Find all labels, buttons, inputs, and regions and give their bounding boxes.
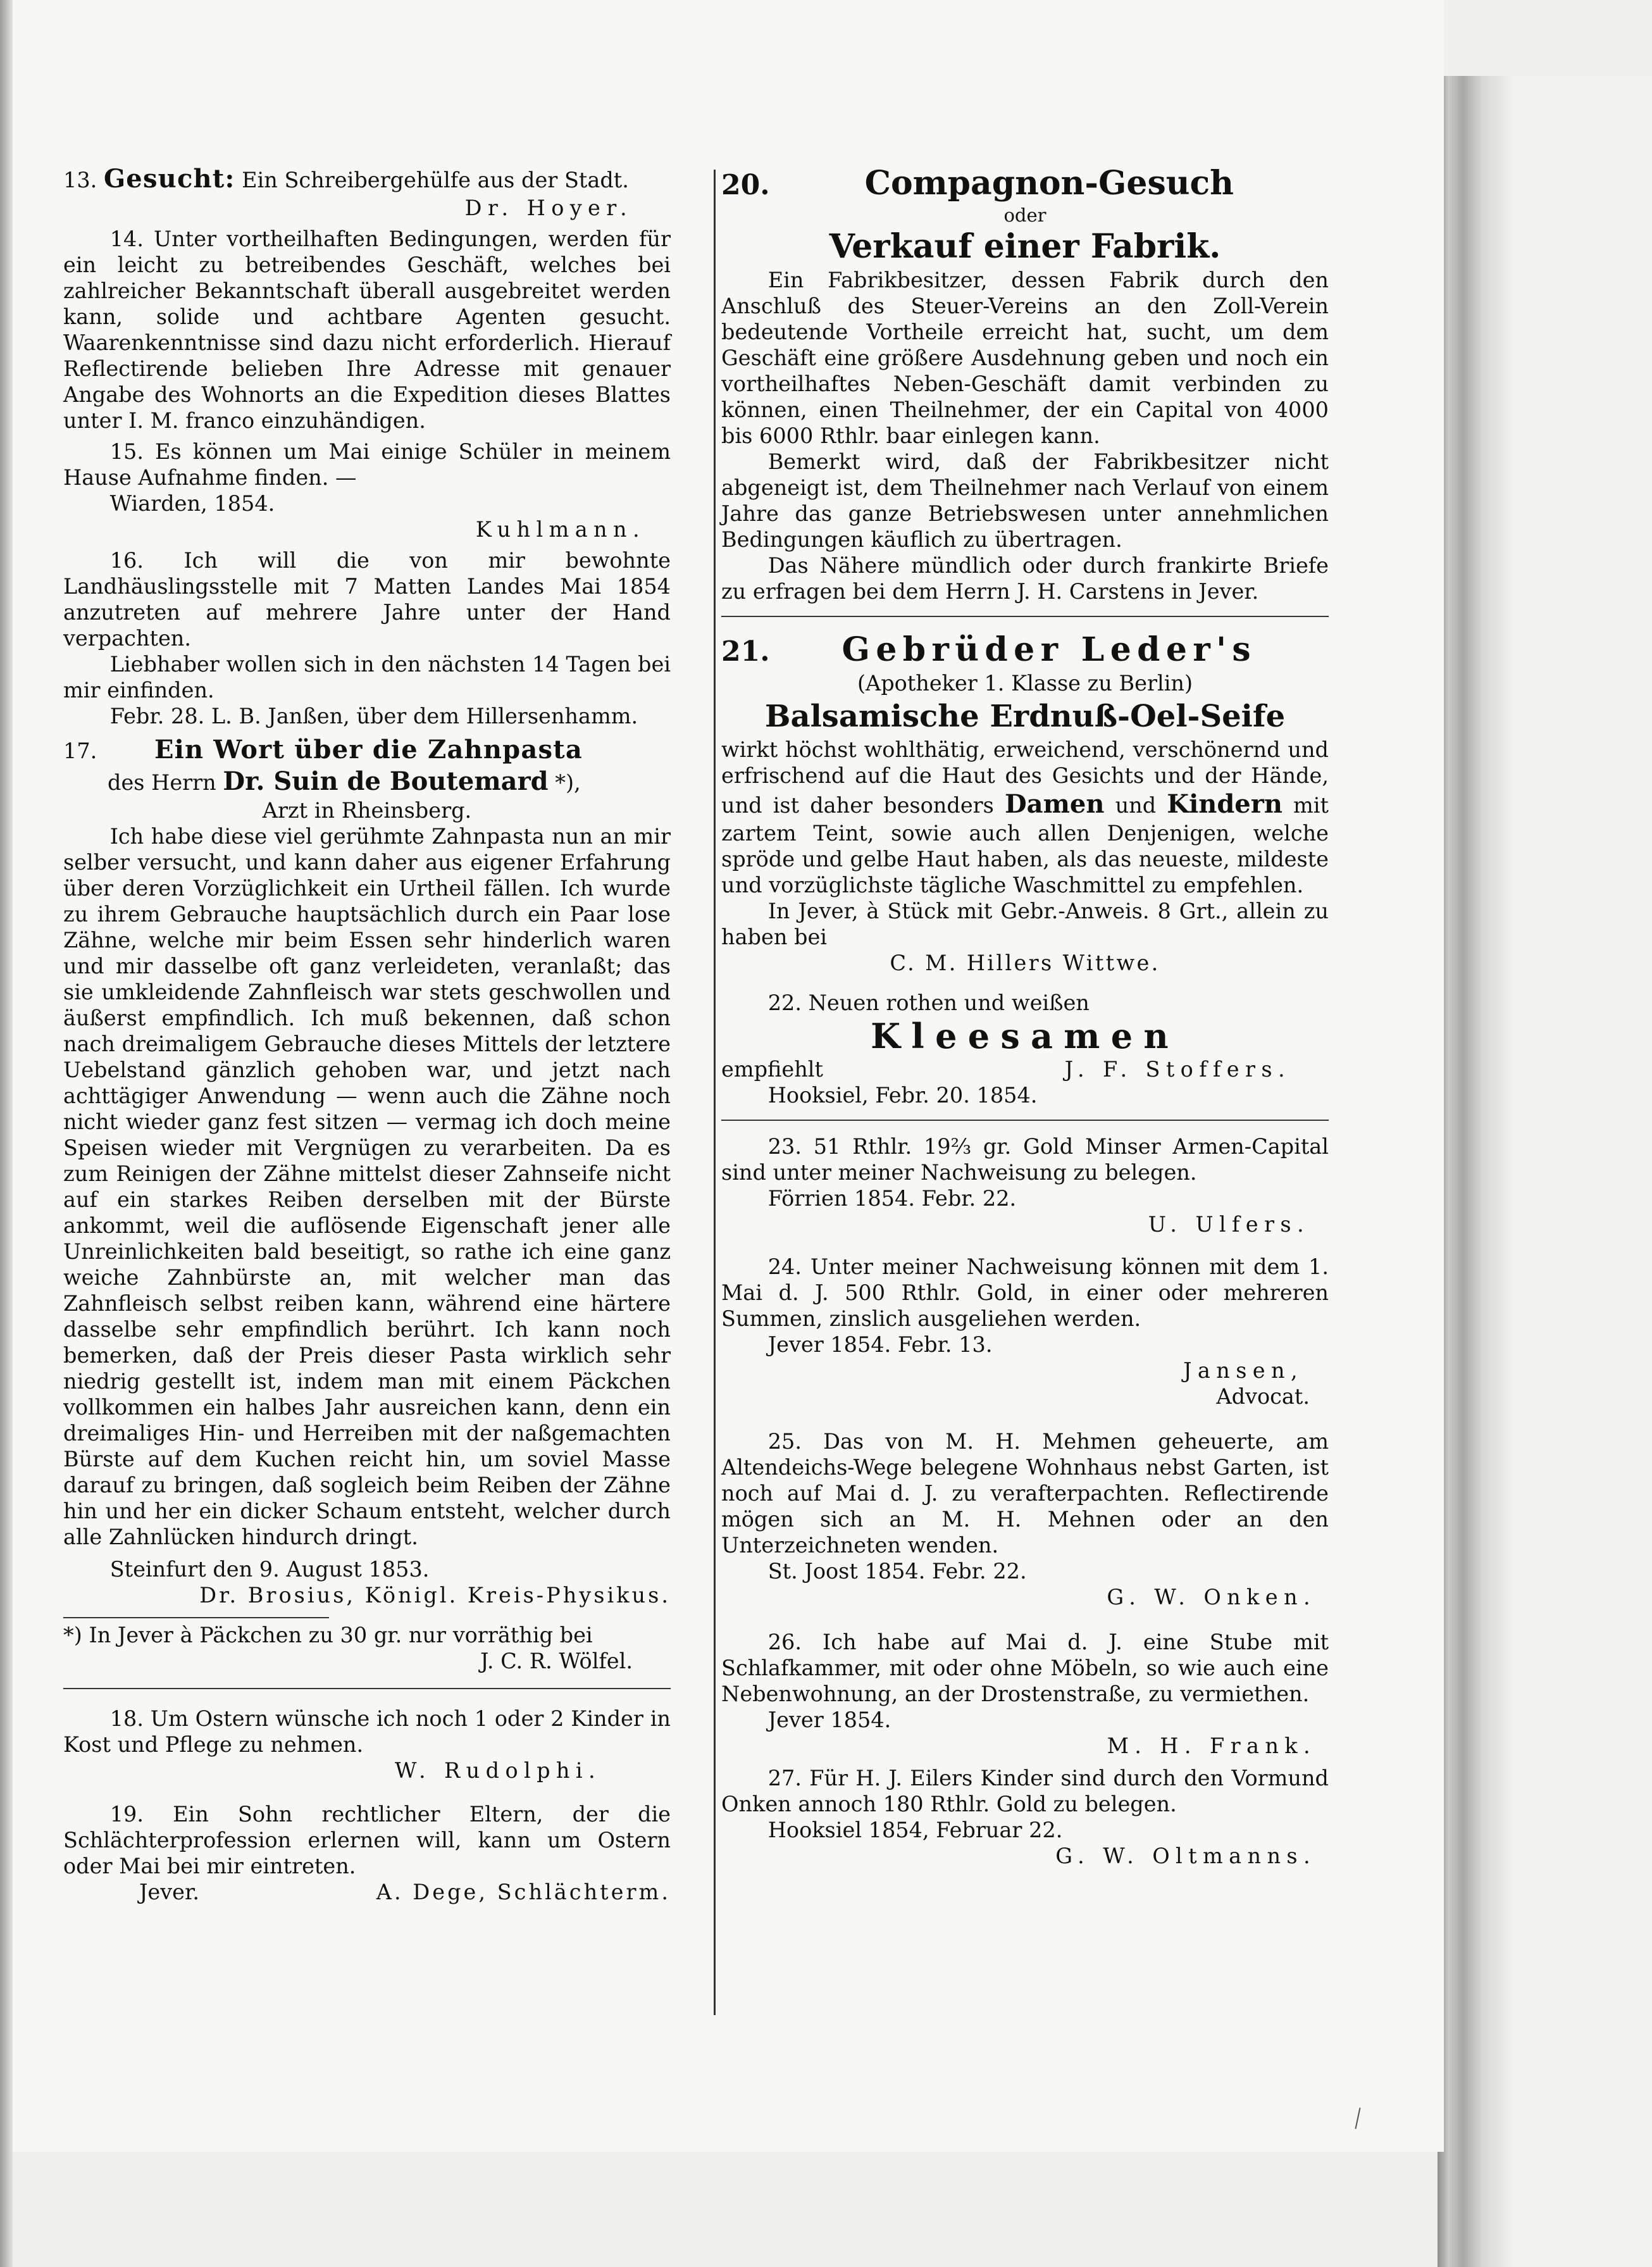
ad-22 [721, 990, 1329, 1108]
book-page-edges [1438, 76, 1652, 2267]
ad-number: 20. [721, 169, 770, 201]
ad-place-date: Hooksiel, Febr. 20. 1854. [767, 1083, 1038, 1108]
ad-text: 27. Für H. J. Eilers Kinder sind durch den Vormund Onken annoch 180 Rthlr. Gold zu belegen. [721, 1766, 1329, 1816]
ad-text: mit zartem Teint, sowie auch allen Denjenigen, welche spröde und gelbe Haut haben, als das neueste, mildeste und vorzüglichste tägliche Waschmittel zu empfehlen. [721, 793, 1329, 897]
ad-connector: oder [1003, 204, 1046, 226]
ad-subtitle: Arzt in Rheinsberg. [262, 798, 472, 823]
ad-13 [63, 163, 671, 221]
ad-text: 15. Es können um Mai einige Schüler in meinem Hause Aufnahme finden. — [63, 439, 671, 490]
ad-19 [63, 1801, 671, 1905]
ad-text: wirkt höchst wohlthätig, erweichend, verschönernd und erfrischend auf die Haut des Gesichts und der Hände, und ist daher besonders [721, 737, 1329, 818]
ad-text: Bemerkt wird, daß der Fabrikbesitzer nicht abgeneigt ist, dem Theilnehmer nach Verlauf von einem Jahre das ganze Betriebswesen unter annehmlichen Bedingungen käuflich zu übertragen. [721, 449, 1329, 552]
ad-headline: Verkauf einer Fabrik. [829, 227, 1221, 266]
ad-signature: M. H. Frank. [1107, 1733, 1316, 1758]
ad-number: 17. [63, 739, 97, 763]
ad-signature: Dr. Brosius, Königl. Kreis-Physikus. [199, 1583, 671, 1608]
ad-headline: Compagnon-Gesuch [864, 164, 1234, 203]
footnote-rule [63, 1617, 329, 1618]
ad-signature: J. F. Stoffers. [1064, 1057, 1291, 1082]
ad-15 [63, 439, 671, 542]
ad-place-date: Förrien 1854. Febr. 22. [767, 1186, 1017, 1211]
ad-text: und [1104, 793, 1167, 818]
ad-signature: Febr. 28. L. B. Janßen, über dem Hillersenhamm. [109, 704, 638, 728]
ad-signature: G. W. Onken. [1107, 1585, 1316, 1609]
ad-text: In Jever, à Stück mit Gebr.-Anweis. 8 Grt., allein zu haben bei [721, 899, 1329, 949]
ad-number: 21. [721, 635, 770, 668]
newspaper-page [13, 0, 1444, 2152]
ad-text: Das Nähere mündlich oder durch frankirte Briefe zu erfragen bei dem Herrn J. H. Carstens in Jever. [721, 553, 1329, 604]
ad-number: 13. [63, 168, 97, 192]
ad-signature: U. Ulfers. [1148, 1212, 1310, 1237]
ad-text: 14. Unter vortheilhaften Bedingungen, werden für ein leicht zu betreibendes Geschäft, welches bei zahlreicher Bekanntschaft überall ausgebreitet werden kann, solide und achtbare Agenten gesucht. Waarenkenntnisse sind dazu nicht erforderlich. Hierauf Reflectirende belieben Ihre Adresse mit genauer Angabe des Wohnorts an die Expedition dieses Blattes unter I. M. franco einzuhändigen. [63, 227, 671, 433]
ad-18 [63, 1706, 671, 1783]
ad-signature: A. Dege, Schlächterm. [376, 1880, 671, 1904]
ad-headline: Gebrüder Leder's [842, 630, 1257, 669]
ad-signature: Kuhlmann. [475, 517, 645, 542]
ad-text: 18. Um Ostern wünsche ich noch 1 oder 2 Kinder in Kost und Pflege zu nehmen. [63, 1706, 671, 1757]
highlight-kindern: Kindern [1167, 789, 1282, 819]
column-divider [714, 170, 716, 2015]
ad-signature: C. M. Hillers Wittwe. [890, 951, 1160, 975]
ad-25 [721, 1428, 1329, 1610]
ad-text: Ich habe diese viel gerühmte Zahnpasta nun an mir selber versucht, und kann daher aus eigener Erfahrung über deren Vorzüglichkeit ein Urtheil fällen. Ich wurde zu ihrem Gebrauche hauptsächlich durch ein Paar lose Zähne, welche mir beim Essen sehr hinderlich waren und mir dasselbe oft ganz verleideten, veranlaßt; das sie umkleidende Zahnfleisch war stets geschwollen und äußerst empfindlich. Ich muß bekennen, daß schon nach dreimaligem Gebrauche dieses Mittels der letztere Uebelstand gänzlich gehoben war, und jetzt nach achttägiger Anwendung — wenn auch die Zähne noch nicht wieder ganz fest sitzen — vermag ich doch meine Speisen wieder mit Vergnügen zu verarbeiten. Da es zum Reinigen der Zähne mittelst dieser Zahnseife nicht auf ein starkes Reiben derselben mit der Bürste ankommt, weil die auflösende Eigenschaft jener alle Unreinlichkeiten bald beseitigt, so rathe ich eine ganz weiche Zahnbürste an, mit welcher man das Zahnfleisch selbst reiben kann, während eine härtere dasselbe sehr empfindlich berührt. Ich kann noch bemerken, daß der Preis dieser Pasta wirklich sehr niedrig gestellt ist, indem man mit einem Päckchen vollkommen ein halbes Jahr ausreichen kann, denn ein dreimaliges Hin- und Herreiben mit der naßgemachten Bürste auf dem Kuchen reicht hin, um soviel Masse darauf zu bringen, daß sogleich beim Reiben der Zähne hin und her ein dicker Schaum entsteht, welcher durch alle Zahnlücken hindurch dringt. [63, 824, 671, 1549]
ad-place-date: Jever 1854. [767, 1708, 891, 1732]
ad-26 [721, 1629, 1329, 1759]
right-column [721, 163, 1329, 1874]
ad-21 [721, 630, 1329, 976]
ad-24 [721, 1254, 1329, 1409]
ad-27 [721, 1765, 1329, 1869]
section-rule [721, 1120, 1329, 1121]
ad-text: Ein Schreibergehülfe aus der Stadt. [242, 168, 629, 192]
ink-mark [1355, 2108, 1360, 2129]
ad-signature-title: Advocat. [1216, 1384, 1310, 1409]
ad-subtitle: *), [548, 770, 581, 795]
ad-text: 26. Ich habe auf Mai d. J. eine Stube mit Schlafkammer, mit oder ohne Möbeln, so wie auch eine Nebenwohnung, an der Drostenstraße, zu vermiethen. [721, 1630, 1329, 1706]
ad-subtitle: (Apotheker 1. Klasse zu Berlin) [857, 671, 1193, 696]
ad-place-date: Jever 1854. Febr. 13. [767, 1332, 993, 1357]
ad-text: 24. Unter meiner Nachweisung können mit dem 1. Mai d. J. 500 Rthlr. Gold, in einer oder mehreren Summen, zinslich ausgeliehen werden. [721, 1254, 1329, 1331]
ad-text: empfiehlt [721, 1057, 823, 1082]
ad-subtitle: des Herrn [108, 770, 223, 795]
ad-17 [63, 734, 671, 1674]
footnote-signature: J. C. R. Wölfel. [480, 1649, 633, 1673]
product-name: Balsamische Erdnuß-Oel-Seife [764, 699, 1286, 734]
ad-place-date: Wiarden, 1854. [109, 491, 275, 516]
ad-text: Ein Fabrikbesitzer, dessen Fabrik durch den Anschluß des Steuer-Vereins an den Zoll-Verein bedeutende Vortheile erreicht hat, sucht, um dem Geschäft eine größere Ausdehnung geben und noch ein vortheilhaftes Neben-Geschäft damit verbinden zu können, einen Theilnehmer, der ein Capital von 4000 bis 6000 Rthlr. baar einlegen kann. [721, 268, 1329, 448]
ad-headline: Kleesamen [871, 1016, 1179, 1056]
ad-place-date: St. Joost 1854. Febr. 22. [767, 1559, 1027, 1583]
ad-14 [63, 226, 671, 434]
section-rule [63, 1688, 671, 1689]
ad-text: Liebhaber wollen sich in den nächsten 14 Tagen bei mir einfinden. [63, 652, 671, 703]
binding-gutter [0, 0, 13, 2267]
ad-text: 16. Ich will die von mir bewohnte Landhäuslingsstelle mit 7 Matten Landes Mai 1854 anzutreten auf mehrere Jahre unter der Hand verpachten. [63, 548, 671, 651]
ad-headline: Ein Wort über die Zahnpasta [154, 735, 583, 765]
highlight-damen: Damen [1004, 789, 1105, 819]
ad-signature: Jansen, [1183, 1358, 1303, 1383]
ad-headline: Gesucht: [103, 164, 235, 194]
left-column [63, 163, 671, 1910]
ad-place-date: Steinfurt den 9. August 1853. [109, 1557, 430, 1582]
ad-16 [63, 547, 671, 729]
ad-place: Jever. [139, 1880, 199, 1904]
footnote-text: *) In Jever à Päckchen zu 30 gr. nur vorräthig bei [63, 1623, 593, 1647]
ad-signature: W. Rudolphi. [395, 1758, 601, 1783]
section-rule [721, 616, 1329, 617]
ad-text: 23. 51 Rthlr. 19⅔ gr. Gold Minser Armen-Capital sind unter meiner Nachweisung zu belegen. [721, 1134, 1329, 1185]
ad-text: 25. Das von M. H. Mehmen geheuerte, am Altendeichs-Wege belegene Wohnhaus nebst Garten, ist noch auf Mai d. J. zu verafterpachten. Reflectirende mögen sich an M. H. Mehnen oder an den Unterzeichneten wenden. [721, 1429, 1329, 1558]
ad-20 [721, 163, 1329, 604]
ad-text: 22. Neuen rothen und weißen [767, 990, 1090, 1015]
ad-signature: G. W. Oltmanns. [1055, 1844, 1316, 1868]
ad-signature: Dr. Hoyer. [464, 196, 633, 220]
ad-23 [721, 1134, 1329, 1237]
ad-place-date: Hooksiel 1854, Februar 22. [767, 1818, 1063, 1842]
ad-doctor-name: Dr. Suin de Boutemard [223, 766, 549, 796]
ad-text: 19. Ein Sohn rechtlicher Eltern, der die Schlächterprofession erlernen will, kann um Ostern oder Mai bei mir eintreten. [63, 1802, 671, 1878]
